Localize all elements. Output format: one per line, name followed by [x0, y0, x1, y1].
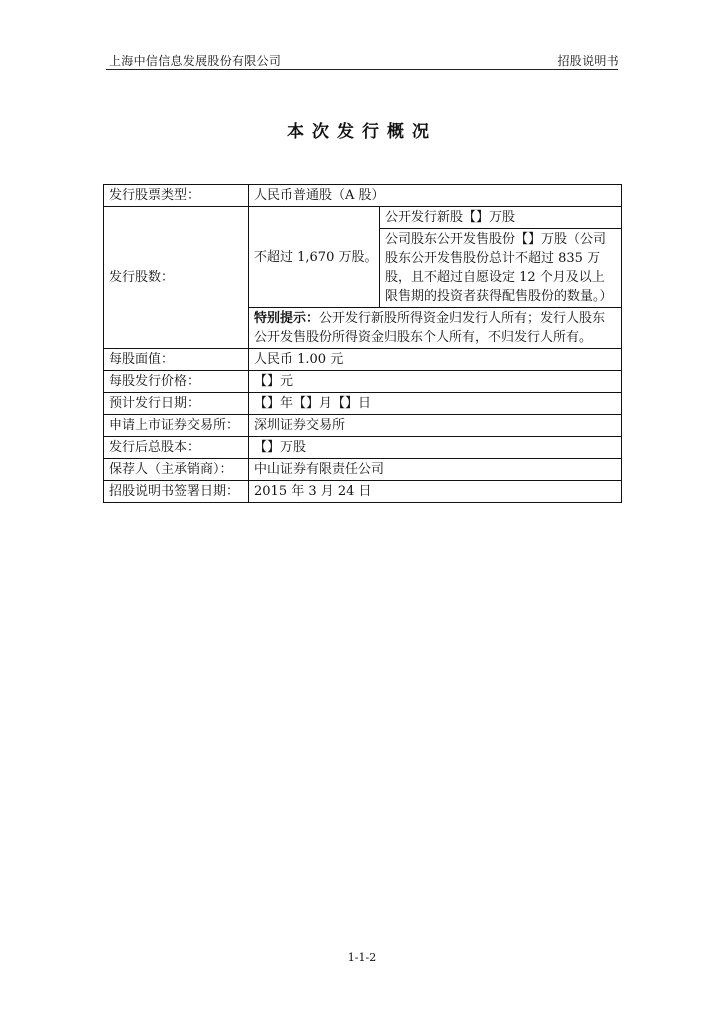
row-value: 【】元	[249, 371, 622, 393]
row-label: 预计发行日期：	[104, 393, 249, 415]
table-row	[104, 207, 622, 229]
table-row	[104, 185, 622, 207]
header-company-name: 上海中信信息发展股份有限公司	[109, 54, 282, 68]
table-row	[104, 393, 622, 415]
row-value: 【】万股	[249, 437, 622, 459]
row-value: 深圳证券交易所	[249, 415, 622, 437]
table-row	[104, 349, 622, 371]
table-row	[104, 437, 622, 459]
header-document-type: 招股说明书	[557, 54, 619, 68]
row-label: 招股说明书签署日期：	[104, 481, 249, 503]
offering-summary-table	[103, 184, 622, 503]
issue-total-cell	[249, 207, 380, 308]
row-value: 中山证券有限责任公司	[249, 459, 622, 481]
new-shares-cell: 公开发行新股【】万股	[380, 207, 622, 229]
issue-total: 不超过 1,670 万股。	[254, 249, 378, 265]
row-label: 发行股数：	[104, 207, 249, 349]
header-divider	[106, 69, 618, 70]
row-value: 人民币 1.00 元	[249, 349, 622, 371]
special-note-cell	[249, 308, 622, 349]
row-label: 保荐人（主承销商）：	[104, 459, 249, 481]
row-label: 发行后总股本：	[104, 437, 249, 459]
table-row	[104, 371, 622, 393]
table-row	[104, 459, 622, 481]
table-row	[104, 415, 622, 437]
row-label: 申请上市证券交易所：	[104, 415, 249, 437]
table-row	[104, 481, 622, 503]
row-value: 【】年【】月【】日	[249, 393, 622, 415]
row-label: 每股面值：	[104, 349, 249, 371]
special-note-text: 公开发行新股所得资金归发行人所有；发行人股东公开发售股份所得资金归股东个人所有，不归发行人所有。	[254, 311, 606, 345]
page-number: 1-1-2	[347, 951, 377, 964]
row-value: 2015 年 3 月 24 日	[249, 481, 622, 503]
row-value: 人民币普通股（A 股）	[249, 185, 622, 207]
row-label: 发行股票类型：	[104, 185, 249, 207]
shareholder-sale-cell: 公司股东公开发售股份【】万股（公司股东公开发售股份总计不超过 835 万股，且不超过自愿设定 12 个月及以上限售期的投资者获得配售股份的数量。）	[380, 229, 622, 308]
special-note-label: 特别提示：	[254, 311, 320, 326]
page-title: 本次发行概况	[287, 122, 437, 142]
row-label: 每股发行价格：	[104, 371, 249, 393]
